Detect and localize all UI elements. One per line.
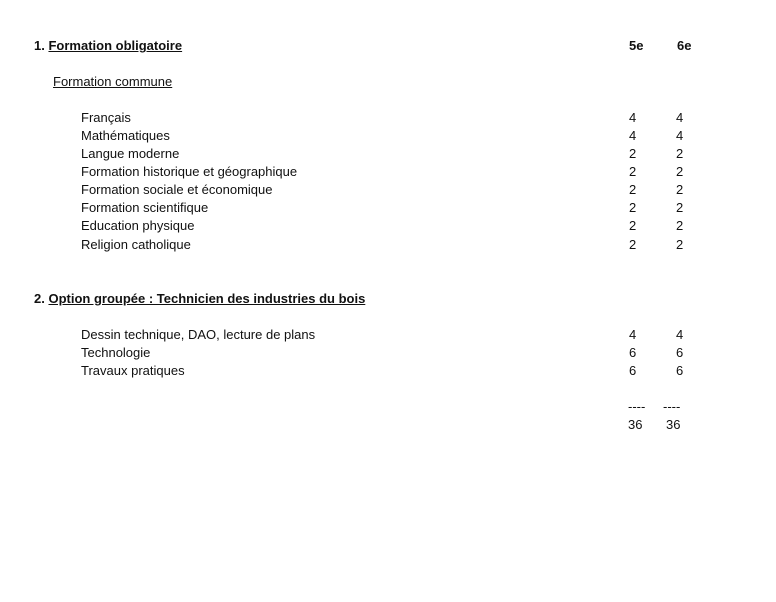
subject-hours-5e: 4	[629, 110, 637, 125]
section1-title: Formation obligatoire	[48, 38, 183, 53]
subject-hours-6e: 4	[676, 128, 684, 143]
subject-hours-6e: 2	[676, 218, 684, 233]
subject-hours-6e: 4	[676, 110, 684, 125]
section2-heading	[34, 291, 365, 307]
section1-subheading: Formation commune	[53, 74, 173, 89]
subject-name: Technologie	[81, 345, 151, 360]
subject-hours-5e: 6	[629, 363, 637, 378]
subject-hours-6e: 2	[676, 200, 684, 215]
subject-hours-5e: 4	[629, 128, 637, 143]
subject-hours-6e: 2	[676, 182, 684, 197]
subject-hours-5e: 2	[629, 146, 637, 161]
section2-title: Option groupée : Technicien des industries du bois	[48, 291, 366, 306]
subject-hours-5e: 2	[629, 164, 637, 179]
subject-hours-6e: 6	[676, 363, 684, 378]
subject-name: Religion catholique	[81, 237, 191, 252]
subject-name: Français	[81, 110, 131, 125]
subject-name: Education physique	[81, 218, 195, 233]
subject-hours-5e: 2	[629, 237, 637, 252]
total-separator-6e: ----	[663, 399, 681, 414]
subject-hours-6e: 2	[676, 146, 684, 161]
section2-number: 2.	[34, 291, 45, 306]
subject-hours-5e: 4	[629, 327, 637, 342]
subject-name: Formation scientifique	[81, 200, 209, 215]
subject-hours-6e: 6	[676, 345, 684, 360]
subject-hours-6e: 4	[676, 327, 684, 342]
subject-name: Langue moderne	[81, 146, 180, 161]
total-hours-5e: 36	[628, 417, 643, 432]
subject-hours-5e: 2	[629, 218, 637, 233]
section1-number: 1.	[34, 38, 45, 53]
subject-hours-5e: 2	[629, 200, 637, 215]
subject-hours-6e: 2	[676, 237, 684, 252]
subject-name: Travaux pratiques	[81, 363, 185, 378]
subject-name: Formation sociale et économique	[81, 182, 273, 197]
total-separator-5e: ----	[628, 399, 646, 414]
subject-name: Formation historique et géographique	[81, 164, 298, 179]
subject-hours-6e: 2	[676, 164, 684, 179]
subject-name: Mathématiques	[81, 128, 170, 143]
subject-hours-5e: 6	[629, 345, 637, 360]
subject-hours-5e: 2	[629, 182, 637, 197]
subject-name: Dessin technique, DAO, lecture de plans	[81, 327, 316, 342]
col1-header: 5e	[629, 38, 644, 53]
total-hours-6e: 36	[666, 417, 681, 432]
col2-header: 6e	[677, 38, 692, 53]
section1-heading	[34, 38, 182, 54]
